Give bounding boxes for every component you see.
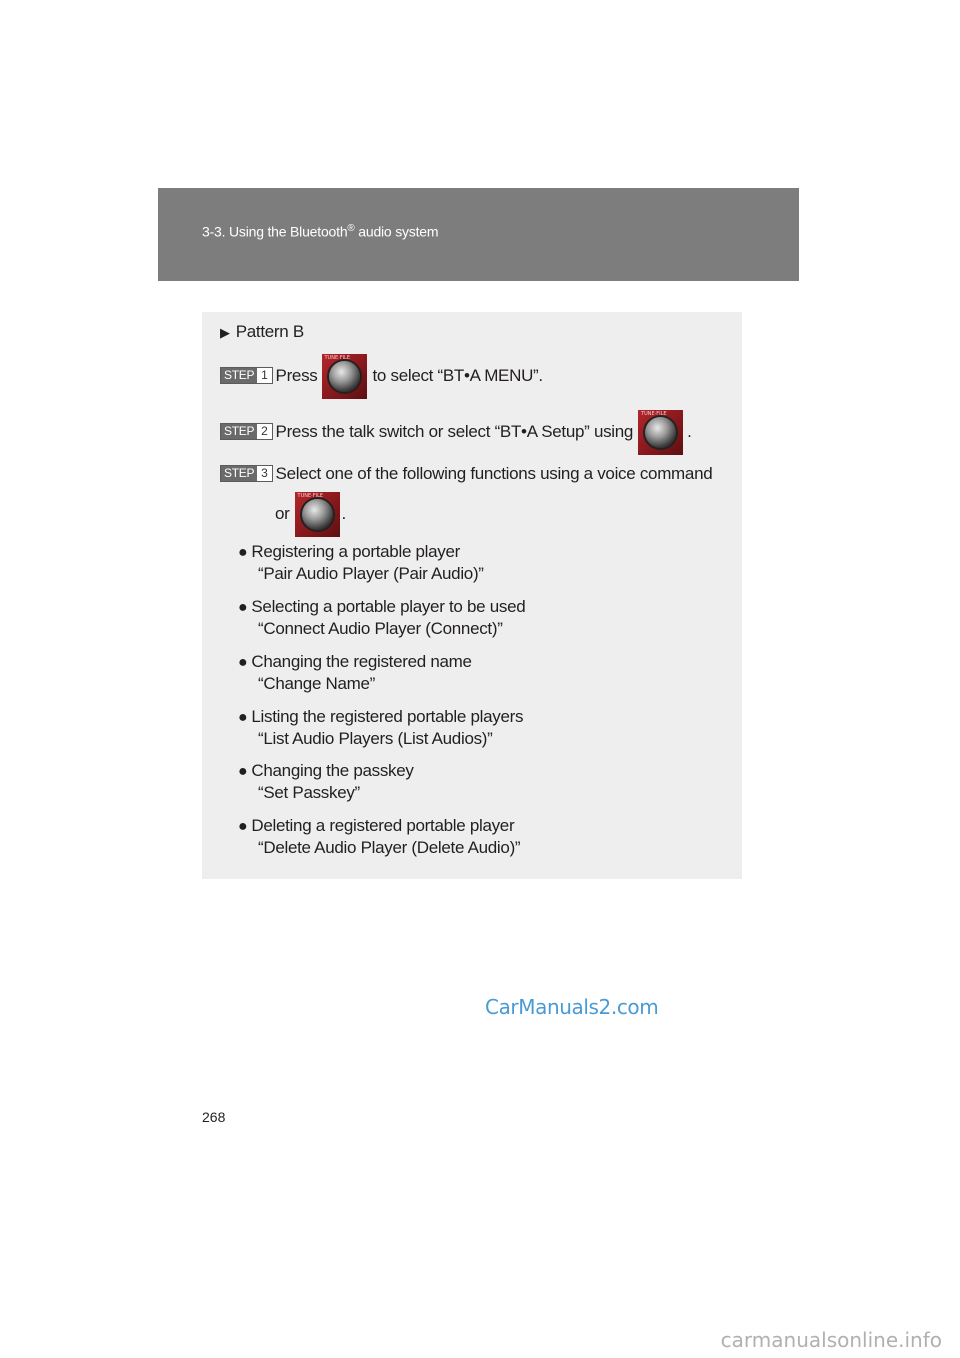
function-item (238, 816, 520, 858)
watermark-link[interactable]: CarManuals2.com (485, 995, 659, 1019)
tune-file-knob-icon: TUNE·FILE (295, 492, 340, 537)
step-text: Press (275, 365, 318, 385)
pattern-label: Pattern B (235, 322, 304, 341)
bullet-icon: ● (238, 818, 248, 835)
step-text: . (687, 421, 692, 441)
function-label: Selecting a portable player to be used (251, 597, 526, 616)
bullet-icon: ● (238, 763, 248, 780)
voice-command: “Delete Audio Player (Delete Audio)” (258, 838, 521, 857)
voice-command: “Change Name” (258, 674, 376, 693)
registered-mark: ® (347, 223, 355, 234)
step-text: Select one of the following functions using a voice command (275, 464, 713, 483)
step-badge: STEP 2 (220, 423, 273, 440)
voice-command: “Connect Audio Player (Connect)” (258, 619, 503, 638)
function-label: Changing the passkey (251, 761, 414, 780)
function-label: Listing the registered portable players (251, 707, 524, 726)
function-item (238, 542, 484, 584)
pattern-heading (220, 322, 304, 342)
section-title-prefix: 3-3. Using the Bluetooth (202, 223, 348, 240)
step-badge: STEP 1 (220, 367, 273, 384)
function-label: Changing the registered name (251, 652, 472, 671)
tune-file-knob-icon: TUNE·FILE (638, 410, 683, 455)
function-item (238, 761, 414, 803)
step-1 (220, 354, 543, 399)
section-title (202, 223, 438, 240)
function-label: Deleting a registered portable player (251, 816, 515, 835)
step-text: . (341, 503, 346, 523)
voice-command: “Set Passkey” (258, 783, 360, 802)
step-text: to select “BT•A MENU”. (372, 365, 543, 385)
voice-command: “List Audio Players (List Audios)” (258, 729, 493, 748)
section-header (158, 188, 799, 281)
bullet-icon: ● (238, 544, 248, 561)
page-number: 268 (202, 1109, 226, 1125)
bullet-icon: ● (238, 599, 248, 616)
function-item (238, 652, 472, 694)
step-2 (220, 410, 692, 455)
step-badge: STEP 3 (220, 465, 273, 482)
instruction-panel (202, 312, 742, 879)
bullet-icon: ● (238, 709, 248, 726)
function-item (238, 597, 525, 639)
step-text: or (275, 503, 290, 523)
triangle-bullet-icon: ▶ (220, 325, 230, 340)
function-item (238, 707, 523, 749)
step-text: Press the talk switch or select “BT•A Setup” using (275, 421, 634, 441)
step-3 (220, 464, 712, 484)
bullet-icon: ● (238, 654, 248, 671)
step-3-continued (275, 492, 346, 537)
tune-file-knob-icon: TUNE·FILE (322, 354, 367, 399)
function-label: Registering a portable player (251, 542, 461, 561)
section-title-suffix: audio system (354, 223, 439, 240)
voice-command: “Pair Audio Player (Pair Audio)” (258, 564, 484, 583)
footer-watermark: carmanualsonline.info (720, 1328, 942, 1352)
